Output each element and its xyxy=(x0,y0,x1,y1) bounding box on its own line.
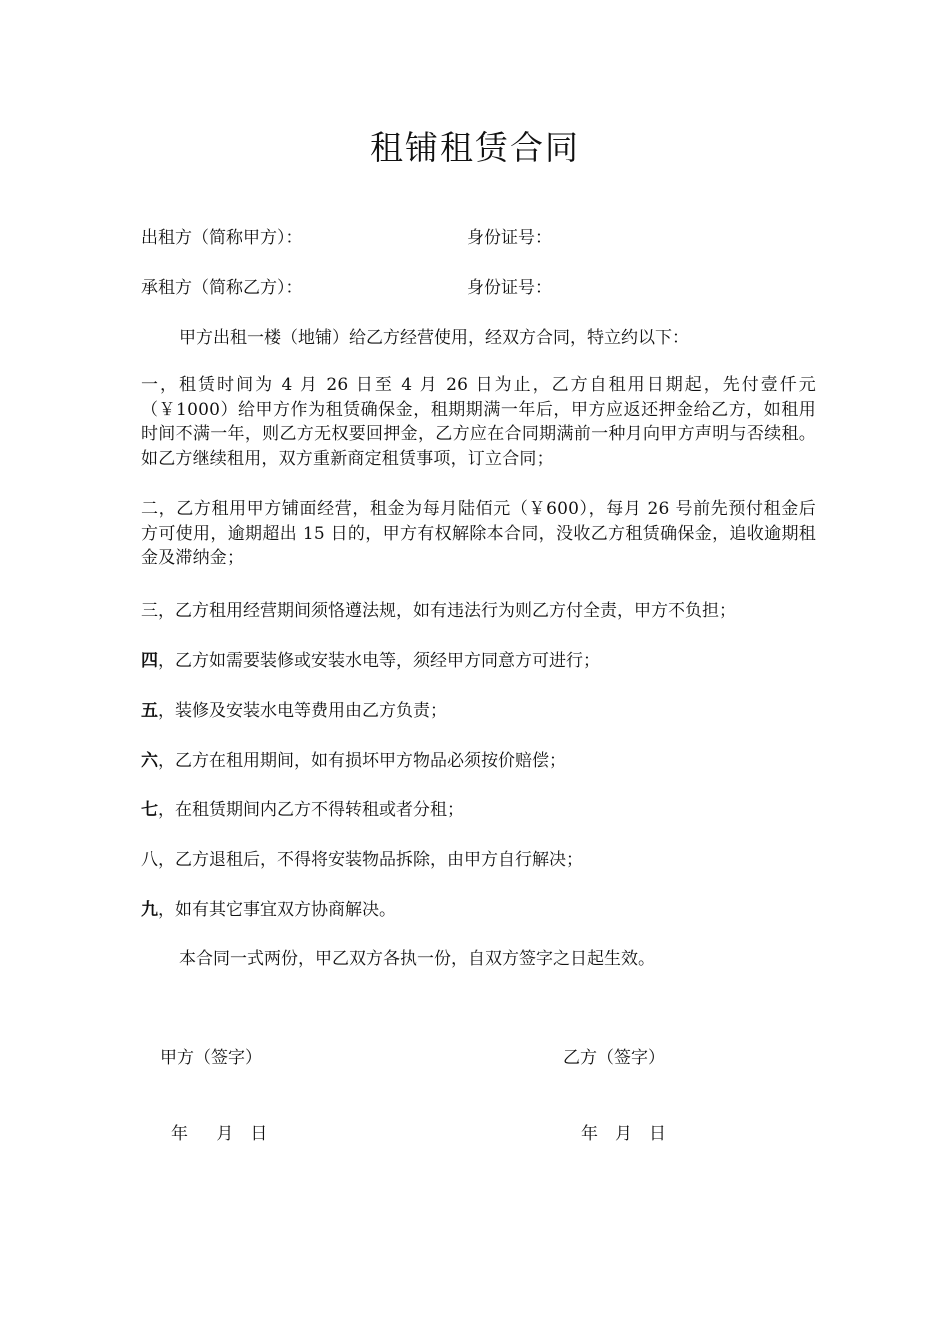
party-b-signature-label: 乙方（签字） xyxy=(563,1048,665,1068)
clause-text: ，乙方租用甲方铺面经营，租金为每月陆佰元（￥600），每月 26 号前先预付租金后方可使用，逾期超出 15 日的，甲方有权解除本合同，没收乙方租赁确保金，追收逾期租金及滞纳金； xyxy=(141,499,817,568)
lessor-label: 出租方（简称甲方）： xyxy=(141,228,303,248)
party-a-date: 年 月 日 xyxy=(171,1124,268,1144)
closing-paragraph: 本合同一式两份，甲乙双方各执一份，自双方签字之日起生效。 xyxy=(179,949,655,969)
clause-number: 三 xyxy=(141,601,158,621)
lessor-id-label: 身份证号： xyxy=(467,228,552,248)
clause-4 xyxy=(141,649,600,673)
clause-number: 一 xyxy=(141,375,161,395)
clause-text: ，乙方退租后，不得将安装物品拆除，由甲方自行解决； xyxy=(158,850,583,870)
clause-number: 五 xyxy=(141,701,158,721)
intro-paragraph: 甲方出租一楼（地铺）给乙方经营使用，经双方合同，特立约以下： xyxy=(179,328,689,348)
clause-number: 四 xyxy=(141,651,158,671)
clause-text: ，租赁时间为 4 月 26 日至 4 月 26 日为止，乙方自租用日期起，先付壹仟元（￥1000）给甲方作为租赁确保金，租期期满一年后，甲方应返还押金给乙方，如租用时间不满一年，则乙方无权要回押金，乙方应在合同期满前一种月向甲方声明与否续租。如乙方继续租用，双方重新商定租赁事项，订立合同； xyxy=(141,375,816,469)
clause-number: 七 xyxy=(141,800,158,820)
clause-5 xyxy=(141,699,447,723)
clause-number: 六 xyxy=(141,751,158,771)
party-a-signature-label: 甲方（签字） xyxy=(160,1048,262,1068)
clause-7 xyxy=(141,798,464,822)
lessee-label: 承租方（简称乙方）： xyxy=(141,278,303,298)
clause-text: ，乙方如需要装修或安装水电等，须经甲方同意方可进行； xyxy=(158,651,600,671)
clause-number: 二 xyxy=(141,499,159,519)
clause-text: ，乙方租用经营期间须恪遵法规，如有违法行为则乙方付全责，甲方不负担； xyxy=(158,601,736,621)
clause-text: ，在租赁期间内乙方不得转租或者分租； xyxy=(158,800,464,820)
clause-1 xyxy=(141,373,816,471)
clause-2 xyxy=(141,497,816,571)
clause-text: ，乙方在租用期间，如有损坏甲方物品必须按价赔偿； xyxy=(158,751,566,771)
clause-number: 九 xyxy=(141,900,158,920)
clause-number: 八 xyxy=(141,850,158,870)
lessee-id-label: 身份证号： xyxy=(467,278,552,298)
document-title: 租铺租赁合同 xyxy=(370,128,580,167)
clause-text: ，装修及安装水电等费用由乙方负责； xyxy=(158,701,447,721)
clause-6 xyxy=(141,749,566,773)
clause-9 xyxy=(141,898,396,922)
clause-text: ，如有其它事宜双方协商解决。 xyxy=(158,900,396,920)
clause-8 xyxy=(141,848,583,872)
party-b-date: 年 月 日 xyxy=(581,1124,666,1144)
clause-3 xyxy=(141,599,736,623)
